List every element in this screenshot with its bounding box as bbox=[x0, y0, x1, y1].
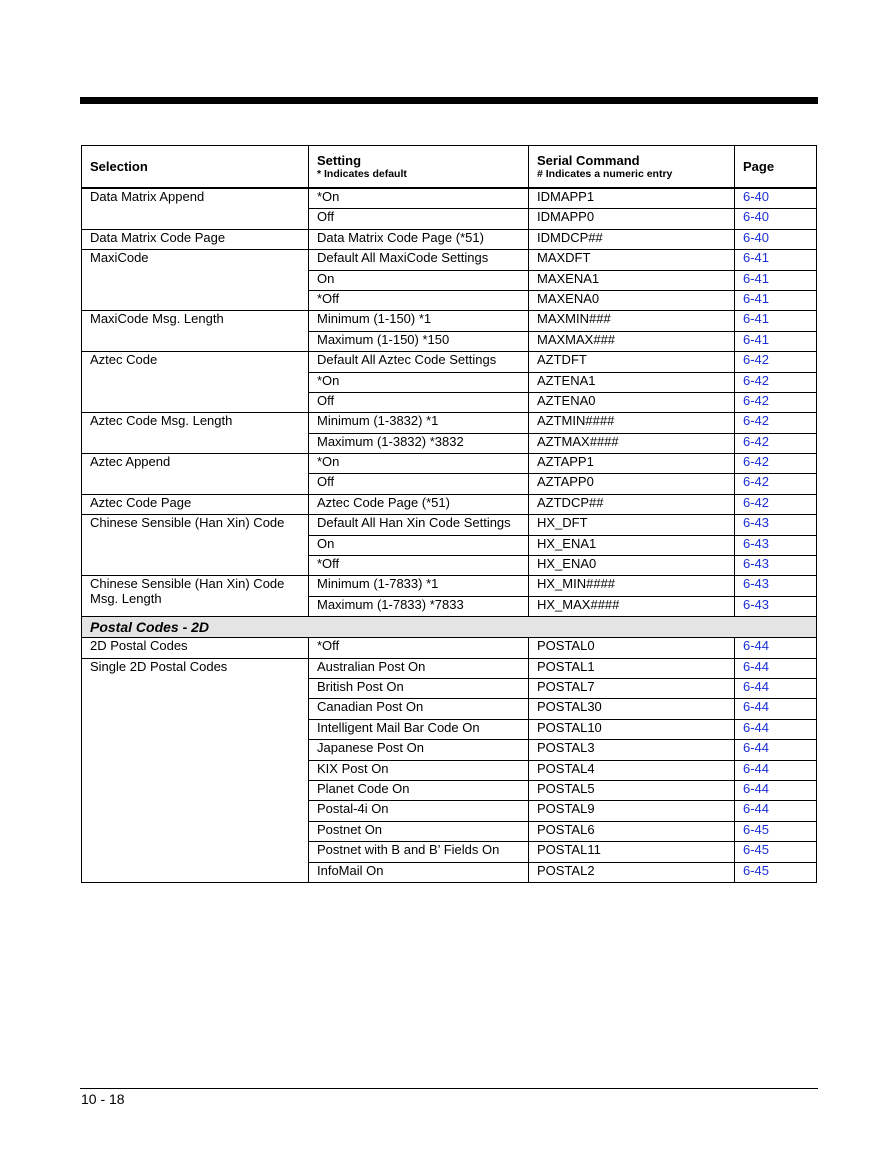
selection-cell: 2D Postal Codes bbox=[82, 638, 309, 658]
serial-command-cell: HX_ENA1 bbox=[529, 535, 735, 555]
setting-cell: Australian Post On bbox=[309, 658, 529, 678]
selection-cell: MaxiCode bbox=[82, 250, 309, 311]
table-row bbox=[82, 250, 817, 270]
serial-command-table bbox=[81, 145, 817, 883]
table-row bbox=[82, 494, 817, 514]
page-number: 10 - 18 bbox=[81, 1091, 125, 1107]
page-link[interactable]: 6-43 bbox=[735, 556, 817, 576]
section-title: Postal Codes - 2D bbox=[82, 617, 817, 638]
serial-command-cell: POSTAL11 bbox=[529, 842, 735, 862]
page-link[interactable]: 6-45 bbox=[735, 821, 817, 841]
serial-command-cell: POSTAL2 bbox=[529, 862, 735, 882]
setting-cell: Minimum (1-7833) *1 bbox=[309, 576, 529, 596]
page-link[interactable]: 6-42 bbox=[735, 352, 817, 372]
serial-command-cell: MAXMAX### bbox=[529, 331, 735, 351]
serial-command-cell: POSTAL4 bbox=[529, 760, 735, 780]
setting-cell: *Off bbox=[309, 290, 529, 310]
serial-command-cell: AZTMIN#### bbox=[529, 413, 735, 433]
serial-command-cell: MAXENA0 bbox=[529, 290, 735, 310]
setting-cell: British Post On bbox=[309, 678, 529, 698]
selection-cell: Aztec Code Page bbox=[82, 494, 309, 514]
setting-cell: *On bbox=[309, 188, 529, 209]
serial-command-cell: HX_ENA0 bbox=[529, 556, 735, 576]
table-row bbox=[82, 576, 817, 596]
table-row bbox=[82, 413, 817, 433]
setting-cell: Postnet with B and B’ Fields On bbox=[309, 842, 529, 862]
setting-cell: Off bbox=[309, 474, 529, 494]
setting-cell: Off bbox=[309, 392, 529, 412]
page-link[interactable]: 6-44 bbox=[735, 760, 817, 780]
serial-command-cell: MAXMIN### bbox=[529, 311, 735, 331]
setting-cell: Planet Code On bbox=[309, 780, 529, 800]
page-link[interactable]: 6-40 bbox=[735, 229, 817, 249]
serial-command-cell: POSTAL9 bbox=[529, 801, 735, 821]
page-link[interactable]: 6-41 bbox=[735, 270, 817, 290]
page-link[interactable]: 6-40 bbox=[735, 188, 817, 209]
setting-cell: Minimum (1-150) *1 bbox=[309, 311, 529, 331]
serial-command-cell: AZTMAX#### bbox=[529, 433, 735, 453]
serial-command-cell: IDMAPP1 bbox=[529, 188, 735, 209]
serial-command-cell: HX_MIN#### bbox=[529, 576, 735, 596]
setting-cell: Aztec Code Page (*51) bbox=[309, 494, 529, 514]
serial-command-cell: IDMDCP## bbox=[529, 229, 735, 249]
page-link[interactable]: 6-41 bbox=[735, 250, 817, 270]
page-link[interactable]: 6-43 bbox=[735, 576, 817, 596]
page-link[interactable]: 6-41 bbox=[735, 311, 817, 331]
page-link[interactable]: 6-42 bbox=[735, 392, 817, 412]
serial-command-cell: AZTENA1 bbox=[529, 372, 735, 392]
setting-cell: *On bbox=[309, 454, 529, 474]
setting-cell: *Off bbox=[309, 638, 529, 658]
selection-cell: Aztec Code Msg. Length bbox=[82, 413, 309, 454]
setting-cell: Postnet On bbox=[309, 821, 529, 841]
header-setting bbox=[309, 146, 529, 189]
header-page: Page bbox=[735, 146, 817, 189]
setting-cell: *On bbox=[309, 372, 529, 392]
setting-cell: Intelligent Mail Bar Code On bbox=[309, 719, 529, 739]
page-link[interactable]: 6-42 bbox=[735, 433, 817, 453]
section-row bbox=[82, 617, 817, 638]
page-link[interactable]: 6-45 bbox=[735, 862, 817, 882]
setting-cell: On bbox=[309, 535, 529, 555]
serial-command-cell: AZTAPP0 bbox=[529, 474, 735, 494]
page-link[interactable]: 6-43 bbox=[735, 515, 817, 535]
header-serial-note: # Indicates a numeric entry bbox=[537, 167, 673, 180]
page-link[interactable]: 6-44 bbox=[735, 658, 817, 678]
header-serial-label: Serial Command bbox=[537, 152, 640, 168]
selection-cell: Data Matrix Code Page bbox=[82, 229, 309, 249]
setting-cell: Canadian Post On bbox=[309, 699, 529, 719]
header-setting-label: Setting bbox=[317, 152, 362, 168]
table-row bbox=[82, 515, 817, 535]
page-link[interactable]: 6-45 bbox=[735, 842, 817, 862]
page-link[interactable]: 6-44 bbox=[735, 719, 817, 739]
header-setting-note: * Indicates default bbox=[317, 167, 407, 180]
page-link[interactable]: 6-44 bbox=[735, 678, 817, 698]
setting-cell: Maximum (1-3832) *3832 bbox=[309, 433, 529, 453]
setting-cell: Data Matrix Code Page (*51) bbox=[309, 229, 529, 249]
page-link[interactable]: 6-42 bbox=[735, 494, 817, 514]
table-body bbox=[82, 188, 817, 882]
setting-cell: Minimum (1-3832) *1 bbox=[309, 413, 529, 433]
setting-cell: Default All MaxiCode Settings bbox=[309, 250, 529, 270]
serial-command-cell: AZTDFT bbox=[529, 352, 735, 372]
page-link[interactable]: 6-44 bbox=[735, 801, 817, 821]
selection-cell: Single 2D Postal Codes bbox=[82, 658, 309, 882]
selection-cell: Aztec Append bbox=[82, 454, 309, 495]
page-link[interactable]: 6-42 bbox=[735, 413, 817, 433]
serial-command-cell: POSTAL30 bbox=[529, 699, 735, 719]
table-row bbox=[82, 188, 817, 209]
serial-command-cell: POSTAL3 bbox=[529, 740, 735, 760]
setting-cell: KIX Post On bbox=[309, 760, 529, 780]
table-row bbox=[82, 658, 817, 678]
page-link[interactable]: 6-41 bbox=[735, 290, 817, 310]
page-link[interactable]: 6-43 bbox=[735, 596, 817, 616]
serial-command-cell: AZTENA0 bbox=[529, 392, 735, 412]
setting-cell: Default All Han Xin Code Settings bbox=[309, 515, 529, 535]
serial-command-cell: MAXENA1 bbox=[529, 270, 735, 290]
setting-cell: On bbox=[309, 270, 529, 290]
page-link[interactable]: 6-41 bbox=[735, 331, 817, 351]
serial-command-cell: AZTDCP## bbox=[529, 494, 735, 514]
setting-cell: Maximum (1-7833) *7833 bbox=[309, 596, 529, 616]
setting-cell: Japanese Post On bbox=[309, 740, 529, 760]
serial-command-cell: POSTAL10 bbox=[529, 719, 735, 739]
setting-cell: InfoMail On bbox=[309, 862, 529, 882]
page-link[interactable]: 6-44 bbox=[735, 740, 817, 760]
table-row bbox=[82, 229, 817, 249]
serial-command-cell: IDMAPP0 bbox=[529, 209, 735, 229]
page-link[interactable]: 6-42 bbox=[735, 372, 817, 392]
serial-command-cell: POSTAL0 bbox=[529, 638, 735, 658]
serial-command-cell: AZTAPP1 bbox=[529, 454, 735, 474]
table-row bbox=[82, 352, 817, 372]
serial-command-cell: POSTAL5 bbox=[529, 780, 735, 800]
setting-cell: Default All Aztec Code Settings bbox=[309, 352, 529, 372]
page-link[interactable]: 6-44 bbox=[735, 638, 817, 658]
selection-cell: Data Matrix Append bbox=[82, 188, 309, 229]
bottom-rule bbox=[80, 1088, 818, 1089]
selection-cell: MaxiCode Msg. Length bbox=[82, 311, 309, 352]
table-row bbox=[82, 638, 817, 658]
setting-cell: Off bbox=[309, 209, 529, 229]
table-row bbox=[82, 311, 817, 331]
header-serial-command bbox=[529, 146, 735, 189]
top-rule bbox=[80, 97, 818, 104]
selection-cell: Aztec Code bbox=[82, 352, 309, 413]
serial-command-cell: HX_DFT bbox=[529, 515, 735, 535]
page-link[interactable]: 6-43 bbox=[735, 535, 817, 555]
page-link[interactable]: 6-44 bbox=[735, 780, 817, 800]
header-selection: Selection bbox=[82, 146, 309, 189]
serial-command-cell: POSTAL7 bbox=[529, 678, 735, 698]
serial-command-cell: MAXDFT bbox=[529, 250, 735, 270]
table-header bbox=[82, 146, 817, 189]
setting-cell: Maximum (1-150) *150 bbox=[309, 331, 529, 351]
page-link[interactable]: 6-42 bbox=[735, 454, 817, 474]
page-link[interactable]: 6-42 bbox=[735, 474, 817, 494]
page-link[interactable]: 6-40 bbox=[735, 209, 817, 229]
serial-command-cell: POSTAL1 bbox=[529, 658, 735, 678]
setting-cell: Postal-4i On bbox=[309, 801, 529, 821]
table-row bbox=[82, 454, 817, 474]
setting-cell: *Off bbox=[309, 556, 529, 576]
selection-cell: Chinese Sensible (Han Xin) Code bbox=[82, 515, 309, 576]
serial-command-cell: HX_MAX#### bbox=[529, 596, 735, 616]
page-link[interactable]: 6-44 bbox=[735, 699, 817, 719]
selection-cell: Chinese Sensible (Han Xin) Code Msg. Length bbox=[82, 576, 309, 617]
serial-command-cell: POSTAL6 bbox=[529, 821, 735, 841]
